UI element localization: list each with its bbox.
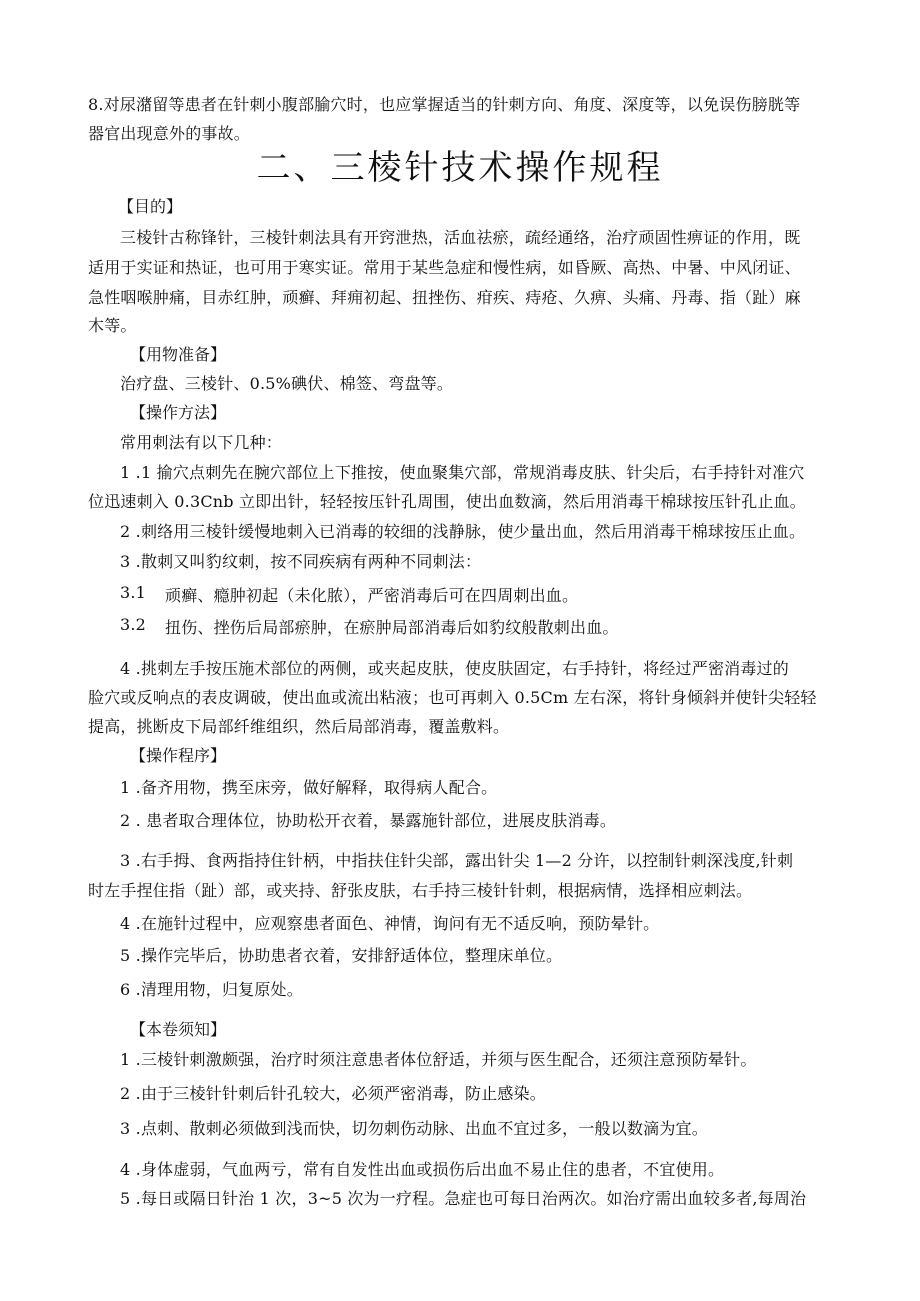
method-item-3-1-text: 顽癣、瘾肿初起（未化脓），严密消毒后可在四周刺出血。 <box>165 586 579 605</box>
purpose-line-2: 适用于实证和热证，也可用于寒实证。常用于某些急症和慢性病，如昏厥、高热、中暑、中风闭证、 <box>88 258 801 277</box>
procedure-item-1: 1 .备齐用物，携至床旁，做好解释，取得病人配合。 <box>120 778 498 797</box>
supplies-text: 治疗盘、三棱针、0.5%碘伏、棉签、弯盘等。 <box>120 374 454 393</box>
procedure-item-2: 2 . 患者取合理体位，协助松开衣着，暴露施针部位，进展皮肤消毒。 <box>120 811 617 830</box>
preface-line-1: 8.对尿潴留等患者在针刺小腹部腧穴时，也应掌握适当的针刺方向、角度、深度等，以免误伤膀胱等 <box>88 95 801 114</box>
procedure-item-3-line-2: 时左手捏住指（趾）部，或夹持、舒张皮肤，右手持三棱针针刺，根据病情，选择相应刺法。 <box>88 881 753 900</box>
method-item-3-2-number: 3.2 <box>120 615 147 634</box>
method-item-3-1-number: 3.1 <box>120 583 147 602</box>
method-item-1-line-1: 1 .1 揄穴点刺先在腕穴部位上下推按，使血聚集穴部，常规消毒皮肤、针尖后，右手持针对准穴 <box>120 463 805 482</box>
purpose-line-4: 木等。 <box>88 316 137 335</box>
procedure-item-6: 6 .清理用物，归复原处。 <box>120 980 303 999</box>
notes-item-1: 1 .三棱针刺激颇强，治疗时须注意患者体位舒适，并须与医生配合，还须注意预防晕针。 <box>120 1050 757 1069</box>
purpose-line-1: 三棱针古称锋针，三棱针刺法具有开窍泄热，活血祛瘀，疏经通络，治疗顽固性痹证的作用，既 <box>120 228 801 247</box>
notes-item-3: 3 .点刺、散刺必须做到浅而快，切勿刺伤动脉、出血不宜过多，一般以数滴为宜。 <box>120 1119 708 1138</box>
purpose-line-3: 急性咽喉肿痛，目赤红肿，顽癣、拜痈初起、扭挫伤、疳疾、痔疮、久痹、头痛、丹毒、指（趾）麻 <box>88 288 801 307</box>
notes-heading: 【本卷须知】 <box>130 1020 227 1039</box>
procedure-heading: 【操作程序】 <box>130 746 227 765</box>
page-title: 二、三棱针技术操作规程 <box>256 148 664 188</box>
method-item-3: 3 .散刺又叫豹纹刺，按不同疾病有两种不同刺法： <box>120 552 482 571</box>
notes-item-5: 5 .每日或隔日针治 1 次，3~5 次为一疗程。急症也可每日治两次。如治疗需出血较多者,每周治 <box>120 1189 807 1208</box>
method-intro: 常用刺法有以下几种： <box>120 433 283 452</box>
procedure-item-3-line-1: 3 .右手拇、食两指持住针柄，中指扶住针尖部，露出针尖 1—2 分许，以控制针刺深浅度,针刺 <box>120 851 794 870</box>
method-item-4-line-2: 脸穴或反响点的表皮调破，使出血或流出粘液；也可再刺入 0.5Cm 左右深，将针身倾斜并使针尖轻轻 <box>88 688 817 707</box>
purpose-heading: 【目的】 <box>118 197 183 216</box>
method-item-2: 2 .刺络用三棱针缓慢地刺入已消毒的较细的浅静脉，使少量出血，然后用消毒干棉球按压止血。 <box>120 522 806 541</box>
method-item-4-line-3: 提高，挑断皮下局部纤维组织，然后局部消毒，覆盖敷料。 <box>88 717 510 736</box>
method-heading: 【操作方法】 <box>130 403 227 422</box>
method-item-3-2-text: 扭伤、挫伤后局部瘀肿，在瘀肿局部消毒后如豹纹般散刺出血。 <box>165 618 619 637</box>
notes-item-2: 2 .由于三棱针针刺后针孔较大，必须严密消毒，防止感染。 <box>120 1084 546 1103</box>
procedure-item-4: 4 .在施针过程中，应观察患者面色、神情，询问有无不适反响，预防晕针。 <box>120 914 660 933</box>
procedure-item-5: 5 .操作完毕后，协助患者衣着，安排舒适体位，整理床单位。 <box>120 946 563 965</box>
preface-line-2: 器官出现意外的事故。 <box>88 124 251 143</box>
supplies-heading: 【用物准备】 <box>130 345 227 364</box>
method-item-4-line-1: 4 .挑刺左手按压施术部位的两侧，或夹起皮肤，使皮肤固定，右手持针，将经过严密消毒过的 <box>120 659 789 678</box>
notes-item-4: 4 .身体虚弱，气血两亏，常有自发性出血或损伤后出血不易止住的患者，不宜使用。 <box>120 1160 725 1179</box>
method-item-1-line-2: 位迅速刺入 0.3Cnb 立即出针，轻轻按压针孔周围，使出血数滴，然后用消毒干棉球按压针孔止血。 <box>88 492 807 511</box>
